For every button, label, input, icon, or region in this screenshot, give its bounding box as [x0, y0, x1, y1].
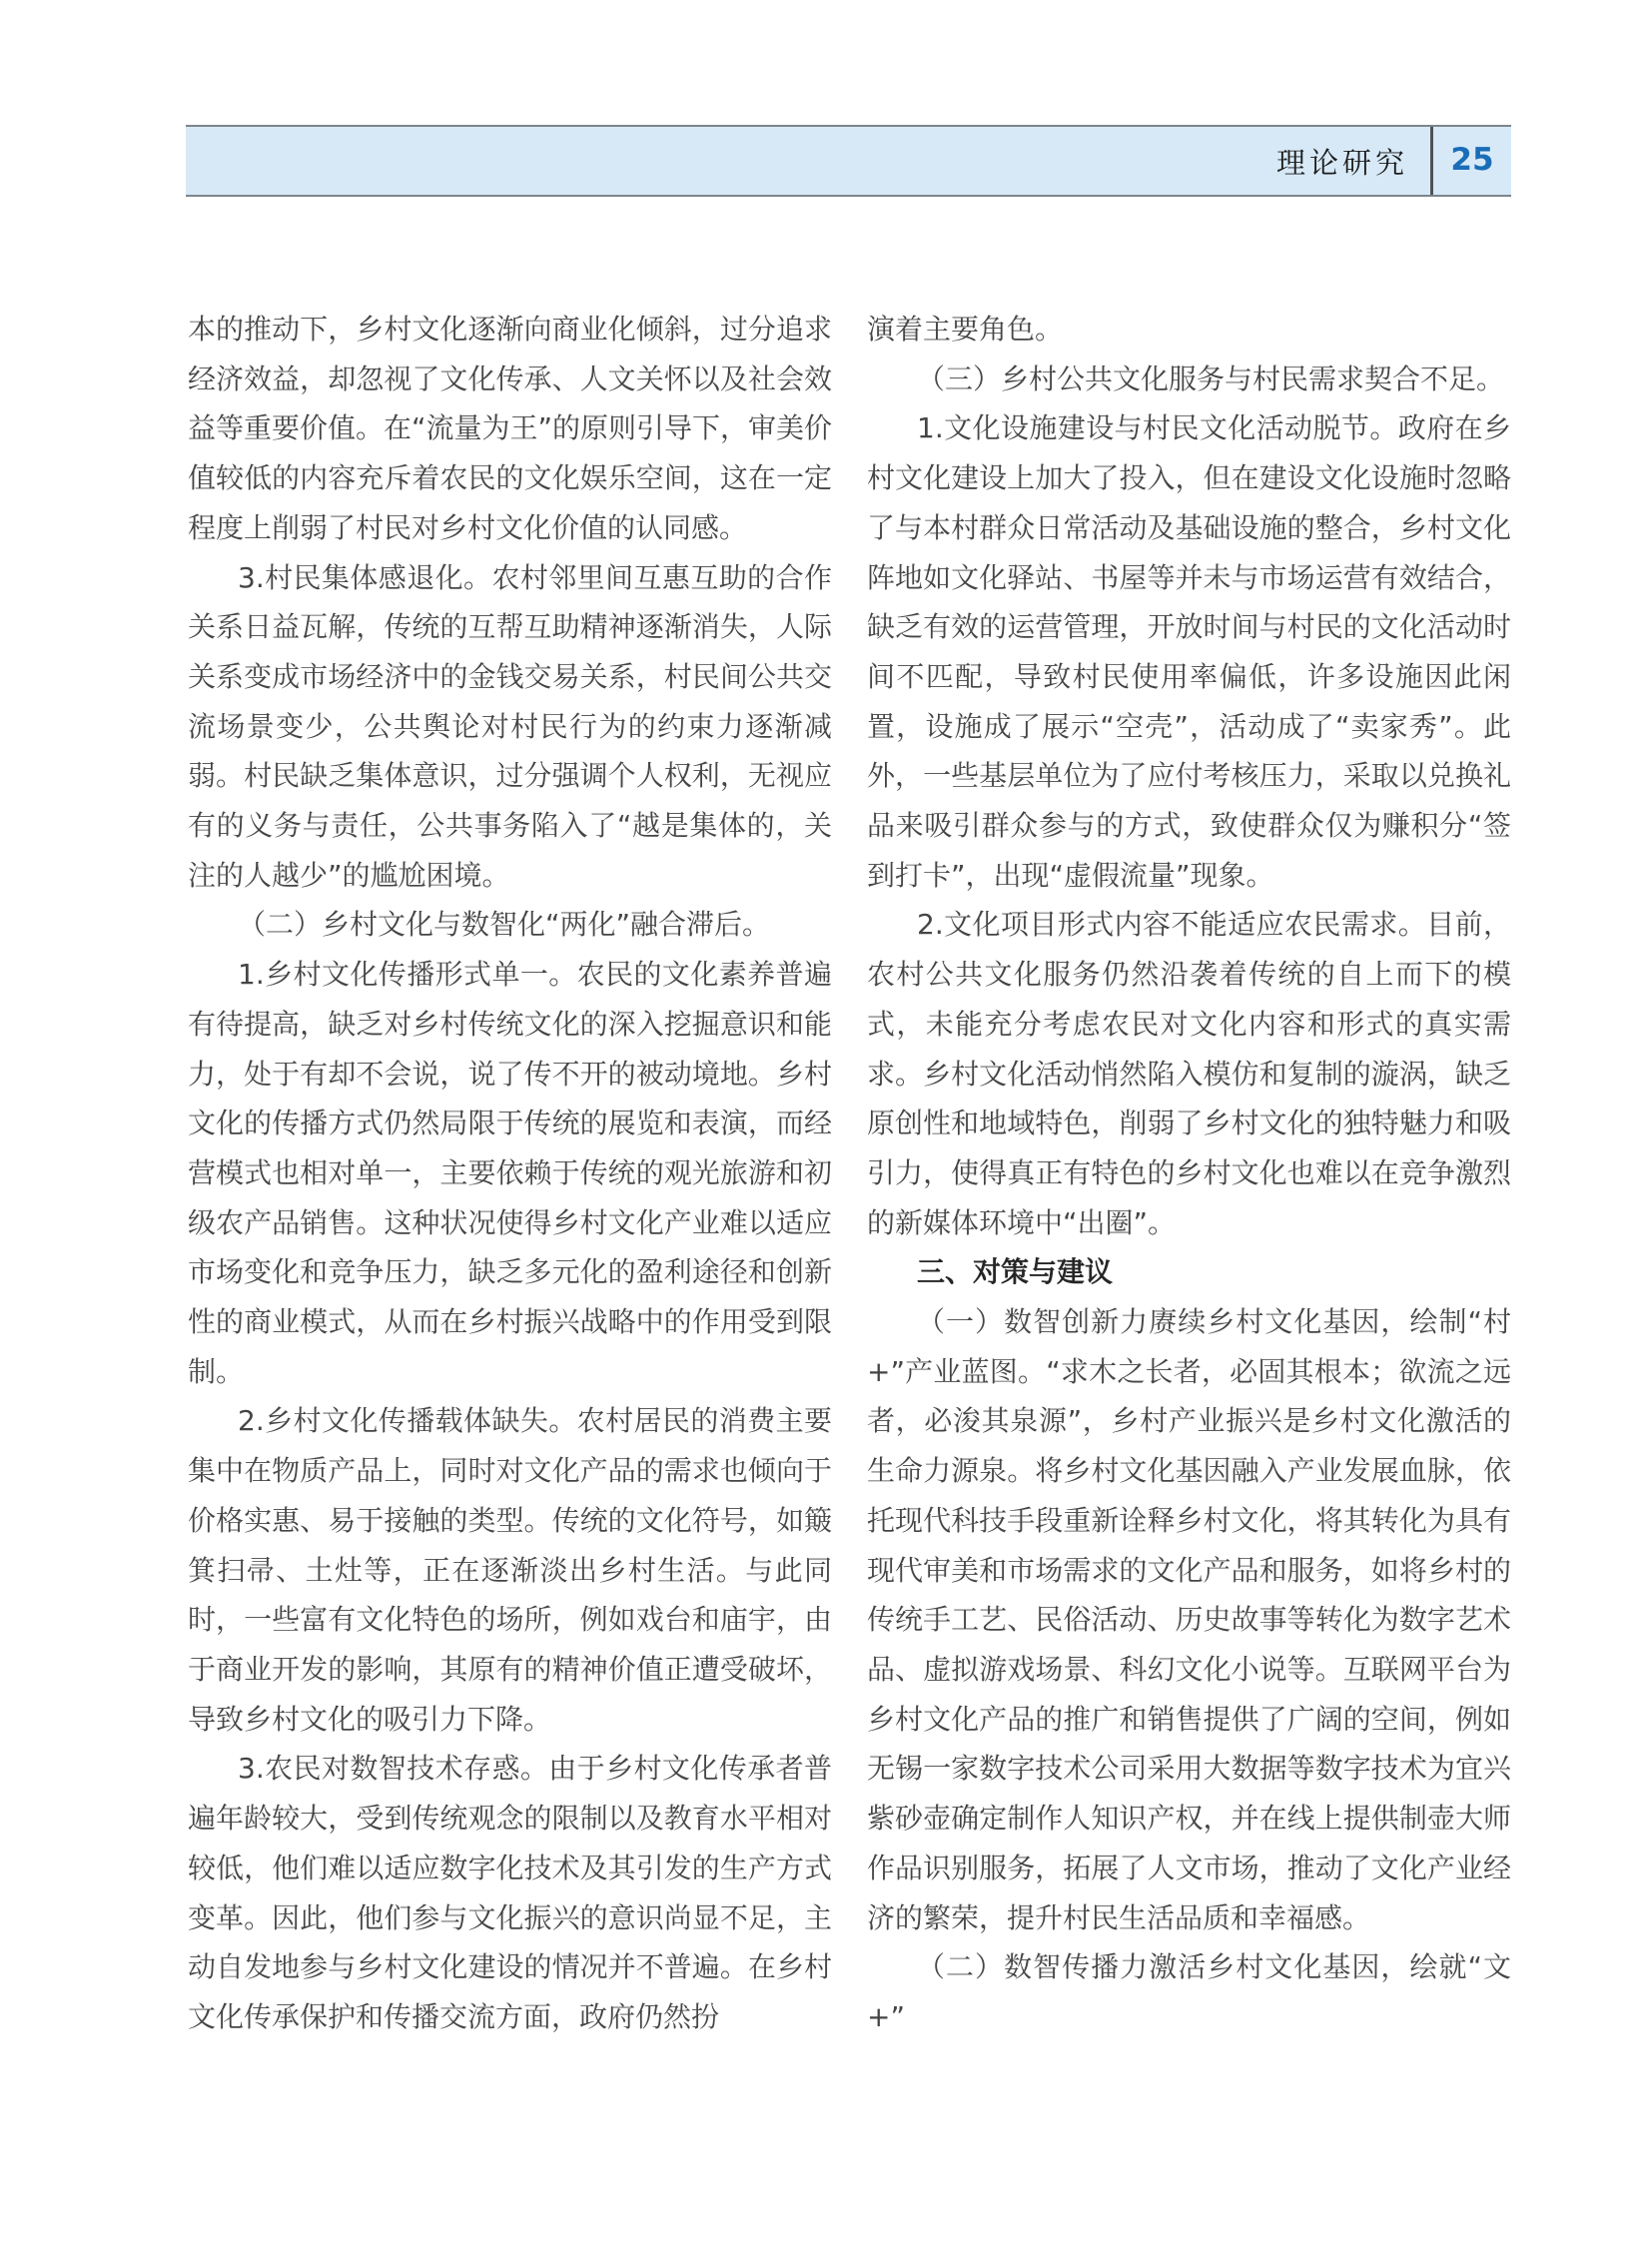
- paragraph: 演着主要角色。: [867, 313, 1064, 346]
- paragraph: 3.村民集体感退化。农村邻里间互惠互助的合作关系日益瓦解，传统的互帮互助精神逐渐消失，人际关系变成市场经济中的金钱交易关系，村民间公共交流场景变少，公共舆论对村民行为的约束力逐渐减弱。村民缺乏集体意识，过分强调个人权利，无视应有的义务与责任，公共事务陷入了“越是集体的，关注的人越少”的尴尬困境。: [188, 560, 832, 892]
- section-heading: 三、对策与建议: [917, 1255, 1114, 1289]
- paragraph: 2.乡村文化传播载体缺失。农村居民的消费主要集中在物质产品上，同时对文化产品的需求也倾向于价格实惠、易于接触的类型。传统的文化符号，如簸箕扫帚、土灶等，正在逐渐淡出乡村生活。与此同时，一些富有文化特色的场所，例如戏台和庙宇，由于商业开发的影响，其原有的精神价值正遭受破坏，导致乡村文化的吸引力下降。: [188, 1404, 832, 1736]
- paragraph: 1.文化设施建设与村民文化活动脱节。政府在乡村文化建设上加大了投入，但在建设文化设施时忽略了与本村群众日常活动及基础设施的整合，乡村文化阵地如文化驿站、书屋等并未与市场运营有效结合，缺乏有效的运营管理，开放时间与村民的文化活动时间不匹配，导致村民使用率偏低，许多设施因此闲置，设施成了展示“空壳”，活动成了“卖家秀”。此外，一些基层单位为了应付考核压力，采取以兑换礼品来吸引群众参与的方式，致使群众仅为赚积分“签到打卡”，出现“虚假流量”现象。: [867, 411, 1511, 892]
- paragraph: （二）数智传播力激活乡村文化基因，绘就“文+”: [867, 1950, 1511, 2033]
- right-text-column: [867, 305, 1511, 2042]
- section-title-label: 理论研究: [1275, 145, 1408, 180]
- paragraph: 1.乡村文化传播形式单一。农民的文化素养普遍有待提高，缺乏对乡村传统文化的深入挖掘意识和能力，处于有却不会说，说了传不开的被动境地。乡村文化的传播方式仍然局限于传统的展览和表演，而经营模式也相对单一，主要依赖于传统的观光旅游和初级农产品销售。这种状况使得乡村文化产业难以适应市场变化和竞争压力，缺乏多元化的盈利途径和创新性的商业模式，从而在乡村振兴战略中的作用受到限制。: [188, 958, 832, 1388]
- paragraph: 2.文化项目形式内容不能适应农民需求。目前，农村公共文化服务仍然沿袭着传统的自上而下的模式，未能充分考虑农民对文化内容和形式的真实需求。乡村文化活动悄然陷入模仿和复制的漩涡，缺乏原创性和地域特色，削弱了乡村文化的独特魅力和吸引力，使得真正有特色的乡村文化也难以在竞争激烈的新媒体环境中“出圈”。: [867, 908, 1511, 1239]
- left-text-column: [188, 305, 832, 2042]
- page-number: 25: [1450, 142, 1494, 178]
- paragraph: （二）乡村文化与数智化“两化”融合滞后。: [238, 908, 771, 942]
- paragraph: 本的推动下，乡村文化逐渐向商业化倾斜，过分追求经济效益，却忽视了文化传承、人文关怀以及社会效益等重要价值。在“流量为王”的原则引导下，审美价值较低的内容充斥着农民的文化娱乐空间，这在一定程度上削弱了村民对乡村文化价值的认同感。: [188, 313, 833, 544]
- paragraph: 3.农民对数智技术存惑。由于乡村文化传承者普遍年龄较大，受到传统观念的限制以及教育水平相对较低，他们难以适应数字化技术及其引发的生产方式变革。因此，他们参与文化振兴的意识尚显不足，主动自发地参与乡村文化建设的情况并不普遍。在乡村文化传承保护和传播交流方面，政府仍然扮: [188, 1752, 832, 2033]
- paragraph: （一）数智创新力赓续乡村文化基因，绘制“村+”产业蓝图。“求木之长者，必固其根本；欲流之远者，必浚其泉源”，乡村产业振兴是乡村文化激活的生命力源泉。将乡村文化基因融入产业发展血脉，依托现代科技手段重新诠释乡村文化，将其转化为具有现代审美和市场需求的文化产品和服务，如将乡村的传统手工艺、民俗活动、历史故事等转化为数字艺术品、虚拟游戏场景、科幻文化小说等。互联网平台为乡村文化产品的推广和销售提供了广阔的空间，例如无锡一家数字技术公司采用大数据等数字技术为宜兴紫砂壶确定制作人知识产权，并在线上提供制壶大师作品识别服务，拓展了人文市场，推动了文化产业经济的繁荣，提升村民生活品质和幸福感。: [867, 1305, 1511, 1934]
- paragraph: （三）乡村公共文化服务与村民需求契合不足。: [917, 362, 1505, 395]
- header-bar: [186, 125, 1511, 197]
